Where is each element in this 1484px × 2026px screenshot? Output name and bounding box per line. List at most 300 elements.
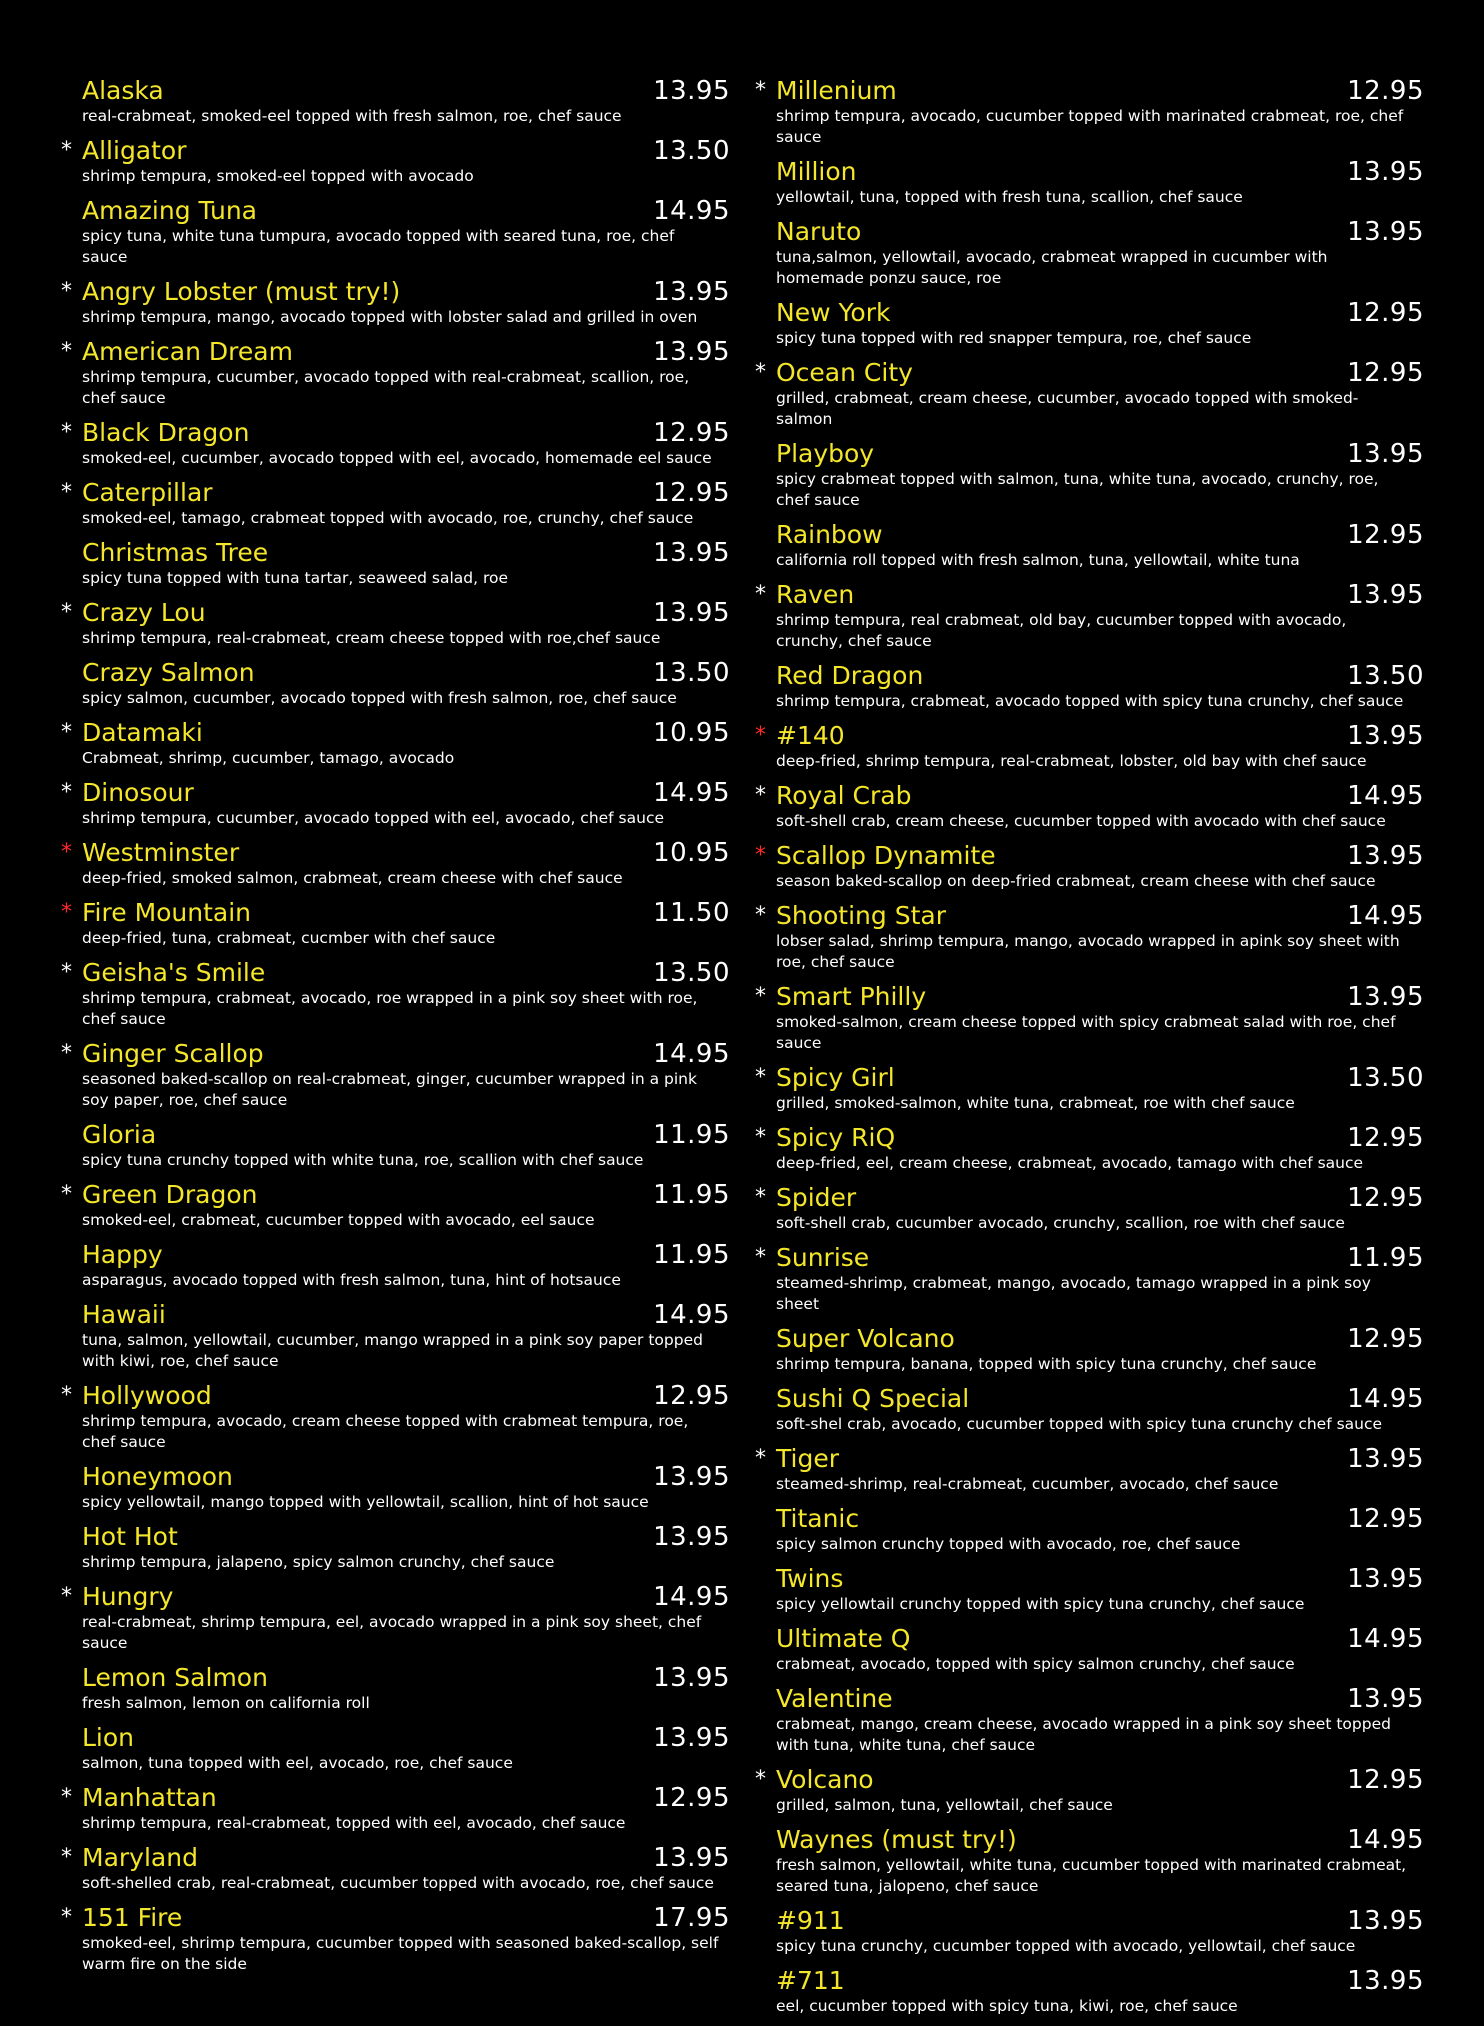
star-icon: * <box>61 138 72 163</box>
item-description: shrimp tempura, real crabmeat, old bay, cucumber topped with avocado, crunchy, chef sauce <box>776 611 1347 650</box>
item-price: 12.95 <box>1347 1504 1424 1534</box>
item-name: Datamaki <box>82 718 203 747</box>
item-price: 13.95 <box>1347 1564 1424 1594</box>
item-name: Scallop Dynamite <box>776 841 996 870</box>
item-header <box>82 1039 730 1069</box>
menu-item <box>58 658 730 709</box>
item-name: Hungry <box>82 1582 174 1611</box>
item-price: 13.95 <box>1347 841 1424 871</box>
item-name: 151 Fire <box>82 1903 183 1932</box>
item-description: spicy tuna, white tuna tumpura, avocado topped with seared tuna, roe, chef sauce <box>82 227 675 266</box>
menu-item <box>58 1120 730 1171</box>
item-name: Dinosour <box>82 778 194 807</box>
item-description: spicy tuna crunchy, cucumber topped with avocado, yellowtail, chef sauce <box>776 1937 1356 1955</box>
star-icon: * <box>755 360 766 385</box>
star-icon: * <box>755 1245 766 1270</box>
item-description: season baked-scallop on deep-fried crabmeat, cream cheese with chef sauce <box>776 872 1376 890</box>
item-description: soft-shelled crab, real-crabmeat, cucumber topped with avocado, roe, chef sauce <box>82 1874 714 1892</box>
item-price: 12.95 <box>653 418 730 448</box>
item-header <box>82 1663 730 1693</box>
menu-item <box>58 196 730 268</box>
menu-item <box>58 1783 730 1834</box>
item-header <box>82 838 730 868</box>
item-header <box>82 1723 730 1753</box>
menu-item <box>752 661 1424 712</box>
item-price: 13.50 <box>653 958 730 988</box>
menu-item <box>58 718 730 769</box>
star-icon: * <box>755 984 766 1009</box>
item-name: Twins <box>776 1564 844 1593</box>
item-description: california roll topped with fresh salmon, tuna, yellowtail, white tuna <box>776 551 1300 569</box>
item-price: 12.95 <box>1347 1765 1424 1795</box>
item-name: Ocean City <box>776 358 913 387</box>
menu-item <box>752 1324 1424 1375</box>
item-description: yellowtail, tuna, topped with fresh tuna, scallion, chef sauce <box>776 188 1243 206</box>
menu-item <box>58 778 730 829</box>
star-icon: * <box>755 843 766 868</box>
item-name: Angry Lobster (must try!) <box>82 277 401 306</box>
item-description: shrimp tempura, jalapeno, spicy salmon crunchy, chef sauce <box>82 1553 555 1571</box>
item-price: 12.95 <box>1347 520 1424 550</box>
star-icon: * <box>755 903 766 928</box>
star-icon: * <box>61 480 72 505</box>
item-description: real-crabmeat, smoked-eel topped with fresh salmon, roe, chef sauce <box>82 107 622 125</box>
item-header <box>82 478 730 508</box>
item-price: 12.95 <box>1347 298 1424 328</box>
item-name: Alligator <box>82 136 187 165</box>
item-name: Westminster <box>82 838 240 867</box>
item-name: Royal Crab <box>776 781 912 810</box>
item-header <box>776 1765 1424 1795</box>
item-price: 13.50 <box>1347 661 1424 691</box>
item-description: soft-shel crab, avocado, cucumber topped with spicy tuna crunchy chef sauce <box>776 1415 1383 1433</box>
item-description: deep-fried, shrimp tempura, real-crabmeat, lobster, old bay with chef sauce <box>776 752 1367 770</box>
item-name: American Dream <box>82 337 293 366</box>
item-name: New York <box>776 298 891 327</box>
menu-item <box>58 1843 730 1894</box>
item-price: 10.95 <box>653 838 730 868</box>
item-header <box>82 76 730 106</box>
star-icon: * <box>755 1446 766 1471</box>
menu-item <box>752 841 1424 892</box>
menu-item <box>752 1624 1424 1675</box>
item-description: spicy yellowtail, mango topped with yellowtail, scallion, hint of hot sauce <box>82 1493 649 1511</box>
item-name: Tiger <box>776 1444 839 1473</box>
item-header <box>776 580 1424 610</box>
item-description: asparagus, avocado topped with fresh salmon, tuna, hint of hotsauce <box>82 1271 621 1289</box>
item-description: spicy salmon crunchy topped with avocado, roe, chef sauce <box>776 1535 1241 1553</box>
item-name: Gloria <box>82 1120 157 1149</box>
star-icon: * <box>61 780 72 805</box>
item-price: 17.95 <box>653 1903 730 1933</box>
item-name: Shooting Star <box>776 901 946 930</box>
menu-item <box>752 1906 1424 1957</box>
item-header <box>82 1180 730 1210</box>
menu-item <box>58 1582 730 1654</box>
star-icon: * <box>61 1383 72 1408</box>
item-header <box>82 277 730 307</box>
item-name: Super Volcano <box>776 1324 955 1353</box>
item-description: spicy tuna crunchy topped with white tuna, roe, scallion with chef sauce <box>82 1151 644 1169</box>
item-price: 12.95 <box>653 478 730 508</box>
item-name: #711 <box>776 1966 845 1995</box>
star-icon: * <box>61 600 72 625</box>
item-name: Hollywood <box>82 1381 212 1410</box>
item-name: Manhattan <box>82 1783 217 1812</box>
menu-item <box>58 136 730 187</box>
item-description: fresh salmon, lemon on california roll <box>82 1694 370 1712</box>
star-icon: * <box>61 1905 72 1930</box>
menu-item <box>752 781 1424 832</box>
item-header <box>776 1324 1424 1354</box>
menu-item <box>752 1504 1424 1555</box>
item-header <box>776 1684 1424 1714</box>
star-icon: * <box>61 960 72 985</box>
item-description: steamed-shrimp, crabmeat, mango, avocado, tamago wrapped in a pink soy sheet <box>776 1274 1371 1313</box>
star-icon: * <box>61 420 72 445</box>
item-description: smoked-eel, crabmeat, cucumber topped with avocado, eel sauce <box>82 1211 595 1229</box>
menu-item <box>58 1723 730 1774</box>
menu-item <box>58 1381 730 1453</box>
menu-item <box>752 901 1424 973</box>
menu-item <box>58 1180 730 1231</box>
item-description: lobser salad, shrimp tempura, mango, avocado wrapped in apink soy sheet with roe, chef sauce <box>776 932 1400 971</box>
item-description: crabmeat, mango, cream cheese, avocado wrapped in a pink soy sheet topped with tuna, white tuna, chef sauce <box>776 1715 1391 1754</box>
star-icon: * <box>755 1065 766 1090</box>
item-description: shrimp tempura, smoked-eel topped with avocado <box>82 167 474 185</box>
item-header <box>82 718 730 748</box>
item-description: smoked-salmon, cream cheese topped with spicy crabmeat salad with roe, chef sauce <box>776 1013 1396 1052</box>
menu-column-left <box>58 76 730 1984</box>
item-description: soft-shell crab, cucumber avocado, crunchy, scallion, roe with chef sauce <box>776 1214 1345 1232</box>
item-description: spicy tuna topped with red snapper tempura, roe, chef sauce <box>776 329 1252 347</box>
item-header <box>82 136 730 166</box>
menu-item <box>752 520 1424 571</box>
item-header <box>82 1300 730 1330</box>
item-description: shrimp tempura, cucumber, avocado topped with eel, avocado, chef sauce <box>82 809 665 827</box>
star-icon: * <box>61 279 72 304</box>
item-header <box>776 901 1424 931</box>
item-header <box>82 1120 730 1150</box>
star-icon: * <box>755 1125 766 1150</box>
item-price: 13.95 <box>653 538 730 568</box>
item-name: Lemon Salmon <box>82 1663 268 1692</box>
menu-item <box>752 1966 1424 2017</box>
star-icon: * <box>61 840 72 865</box>
item-header <box>776 76 1424 106</box>
menu-item <box>58 478 730 529</box>
star-icon: * <box>755 582 766 607</box>
item-name: Smart Philly <box>776 982 927 1011</box>
menu-item <box>58 1300 730 1372</box>
item-description: tuna,salmon, yellowtail, avocado, crabmeat wrapped in cucumber with homemade ponzu sauce, roe <box>776 248 1328 287</box>
item-description: shrimp tempura, crabmeat, avocado topped with spicy tuna crunchy, chef sauce <box>776 692 1404 710</box>
star-icon: * <box>61 720 72 745</box>
item-price: 14.95 <box>653 1582 730 1612</box>
item-description: crabmeat, avocado, topped with spicy salmon crunchy, chef sauce <box>776 1655 1295 1673</box>
menu-item <box>752 358 1424 430</box>
item-price: 11.95 <box>653 1180 730 1210</box>
item-price: 10.95 <box>653 718 730 748</box>
item-description: smoked-eel, tamago, crabmeat topped with avocado, roe, crunchy, chef sauce <box>82 509 694 527</box>
sushi-roll-menu <box>0 76 1484 2015</box>
item-name: #140 <box>776 721 845 750</box>
item-name: Volcano <box>776 1765 874 1794</box>
menu-item <box>752 721 1424 772</box>
menu-item <box>752 298 1424 349</box>
item-header <box>82 1240 730 1270</box>
item-description: Crabmeat, shrimp, cucumber, tamago, avocado <box>82 749 455 767</box>
item-description: smoked-eel, shrimp tempura, cucumber topped with seasoned baked-scallop, self warm fire on the side <box>82 1934 719 1973</box>
item-name: Raven <box>776 580 855 609</box>
star-icon: * <box>61 339 72 364</box>
item-header <box>776 1063 1424 1093</box>
item-name: Millenium <box>776 76 897 105</box>
item-price: 13.95 <box>1347 721 1424 751</box>
item-header <box>776 781 1424 811</box>
item-name: Playboy <box>776 439 875 468</box>
star-icon: * <box>61 1845 72 1870</box>
item-name: Spicy Girl <box>776 1063 895 1092</box>
item-description: spicy tuna topped with tuna tartar, seaweed salad, roe <box>82 569 508 587</box>
item-price: 12.95 <box>653 1381 730 1411</box>
item-header <box>82 1903 730 1933</box>
item-price: 13.95 <box>1347 1684 1424 1714</box>
item-price: 14.95 <box>1347 1624 1424 1654</box>
menu-item <box>752 157 1424 208</box>
item-name: Rainbow <box>776 520 883 549</box>
item-header <box>82 1582 730 1612</box>
item-name: Caterpillar <box>82 478 213 507</box>
menu-item <box>58 337 730 409</box>
item-description: fresh salmon, yellowtail, white tuna, cucumber topped with marinated crabmeat, seared tuna, jalopeno, chef sauce <box>776 1856 1407 1895</box>
item-header <box>82 598 730 628</box>
item-header <box>776 1504 1424 1534</box>
item-price: 13.95 <box>1347 982 1424 1012</box>
item-description: shrimp tempura, real-crabmeat, topped with eel, avocado, chef sauce <box>82 1814 626 1832</box>
item-name: Honeymoon <box>82 1462 233 1491</box>
item-name: Spider <box>776 1183 857 1212</box>
item-name: Ginger Scallop <box>82 1039 264 1068</box>
star-icon: * <box>755 783 766 808</box>
menu-item <box>58 418 730 469</box>
menu-item <box>58 838 730 889</box>
item-price: 13.50 <box>1347 1063 1424 1093</box>
item-header <box>776 1384 1424 1414</box>
item-header <box>82 658 730 688</box>
menu-item <box>752 1825 1424 1897</box>
item-header <box>776 157 1424 187</box>
item-price: 12.95 <box>653 1783 730 1813</box>
item-header <box>82 1843 730 1873</box>
item-price: 13.95 <box>653 598 730 628</box>
star-icon: * <box>61 1041 72 1066</box>
item-description: shrimp tempura, mango, avocado topped with lobster salad and grilled in oven <box>82 308 698 326</box>
menu-item <box>752 1684 1424 1756</box>
item-price: 11.95 <box>1347 1243 1424 1273</box>
item-header <box>82 898 730 928</box>
item-header <box>776 1825 1424 1855</box>
item-description: spicy salmon, cucumber, avocado topped with fresh salmon, roe, chef sauce <box>82 689 677 707</box>
item-price: 14.95 <box>1347 1825 1424 1855</box>
item-header <box>776 520 1424 550</box>
star-icon: * <box>755 1767 766 1792</box>
menu-item <box>752 439 1424 511</box>
item-price: 14.95 <box>1347 901 1424 931</box>
item-header <box>82 1783 730 1813</box>
menu-item <box>752 1063 1424 1114</box>
item-header <box>776 217 1424 247</box>
item-price: 12.95 <box>1347 76 1424 106</box>
item-description: shrimp tempura, avocado, cream cheese topped with crabmeat tempura, roe, chef sauce <box>82 1412 689 1451</box>
item-name: Hot Hot <box>82 1522 178 1551</box>
item-name: Sunrise <box>776 1243 870 1272</box>
item-price: 12.95 <box>1347 1324 1424 1354</box>
item-header <box>776 1183 1424 1213</box>
menu-item <box>58 1663 730 1714</box>
menu-item <box>752 580 1424 652</box>
item-price: 13.50 <box>653 658 730 688</box>
item-header <box>776 661 1424 691</box>
item-name: Waynes (must try!) <box>776 1825 1017 1854</box>
menu-item <box>58 76 730 127</box>
item-name: Titanic <box>776 1504 860 1533</box>
menu-column-right <box>752 76 1424 2026</box>
item-price: 14.95 <box>1347 781 1424 811</box>
item-name: Black Dragon <box>82 418 250 447</box>
item-name: Naruto <box>776 217 862 246</box>
item-price: 13.95 <box>1347 1966 1424 1996</box>
item-price: 11.95 <box>653 1120 730 1150</box>
item-price: 13.95 <box>653 1522 730 1552</box>
menu-item <box>58 1522 730 1573</box>
item-header <box>82 538 730 568</box>
item-header <box>776 1906 1424 1936</box>
item-name: Crazy Salmon <box>82 658 255 687</box>
item-name: Green Dragon <box>82 1180 258 1209</box>
item-description: shrimp tempura, real-crabmeat, cream cheese topped with roe,chef sauce <box>82 629 661 647</box>
item-price: 13.95 <box>1347 157 1424 187</box>
item-header <box>776 982 1424 1012</box>
item-name: Geisha's Smile <box>82 958 266 987</box>
item-header <box>82 196 730 226</box>
item-name: Happy <box>82 1240 163 1269</box>
item-description: deep-fried, eel, cream cheese, crabmeat, avocado, tamago with chef sauce <box>776 1154 1364 1172</box>
item-price: 14.95 <box>1347 1384 1424 1414</box>
item-description: grilled, smoked-salmon, white tuna, crabmeat, roe with chef sauce <box>776 1094 1295 1112</box>
item-description: shrimp tempura, avocado, cucumber topped with marinated crabmeat, roe, chef sauce <box>776 107 1404 146</box>
star-icon: * <box>61 1785 72 1810</box>
menu-item <box>752 1243 1424 1315</box>
item-price: 12.95 <box>1347 1183 1424 1213</box>
menu-item <box>752 217 1424 289</box>
item-header <box>776 439 1424 469</box>
item-name: Maryland <box>82 1843 198 1872</box>
item-price: 11.50 <box>653 898 730 928</box>
item-name: Fire Mountain <box>82 898 252 927</box>
item-price: 13.50 <box>653 136 730 166</box>
item-header <box>776 1624 1424 1654</box>
menu-item <box>58 898 730 949</box>
item-description: spicy crabmeat topped with salmon, tuna, white tuna, avocado, crunchy, roe, chef sauce <box>776 470 1379 509</box>
item-price: 13.95 <box>1347 1444 1424 1474</box>
item-description: salmon, tuna topped with eel, avocado, roe, chef sauce <box>82 1754 513 1772</box>
item-price: 13.95 <box>653 337 730 367</box>
menu-item <box>752 982 1424 1054</box>
item-price: 14.95 <box>653 1300 730 1330</box>
star-icon: * <box>61 1584 72 1609</box>
item-header <box>82 418 730 448</box>
item-name: Spicy RiQ <box>776 1123 896 1152</box>
item-name: Crazy Lou <box>82 598 206 627</box>
menu-item <box>752 76 1424 148</box>
item-header <box>776 1243 1424 1273</box>
item-header <box>82 958 730 988</box>
item-description: deep-fried, smoked salmon, crabmeat, cream cheese with chef sauce <box>82 869 623 887</box>
menu-item <box>58 277 730 328</box>
star-icon: * <box>61 1182 72 1207</box>
item-price: 14.95 <box>653 778 730 808</box>
menu-item <box>58 1039 730 1111</box>
item-header <box>82 1381 730 1411</box>
item-description: real-crabmeat, shrimp tempura, eel, avocado wrapped in a pink soy sheet, chef sauce <box>82 1613 702 1652</box>
item-description: grilled, salmon, tuna, yellowtail, chef sauce <box>776 1796 1113 1814</box>
item-price: 13.95 <box>653 1663 730 1693</box>
item-description: seasoned baked-scallop on real-crabmeat, ginger, cucumber wrapped in a pink soy paper, roe, chef sauce <box>82 1070 697 1109</box>
item-header <box>776 1966 1424 1996</box>
item-description: spicy yellowtail crunchy topped with spicy tuna crunchy, chef sauce <box>776 1595 1305 1613</box>
item-description: smoked-eel, cucumber, avocado topped with eel, avocado, homemade eel sauce <box>82 449 712 467</box>
item-description: deep-fried, tuna, crabmeat, cucmber with chef sauce <box>82 929 496 947</box>
item-name: Sushi Q Special <box>776 1384 970 1413</box>
menu-item <box>752 1444 1424 1495</box>
menu-item <box>58 598 730 649</box>
item-description: soft-shell crab, cream cheese, cucumber topped with avocado with chef sauce <box>776 812 1386 830</box>
item-header <box>82 778 730 808</box>
menu-item <box>752 1564 1424 1615</box>
star-icon: * <box>755 1185 766 1210</box>
item-price: 14.95 <box>653 1039 730 1069</box>
menu-item <box>58 1240 730 1291</box>
item-header <box>82 1522 730 1552</box>
item-price: 13.95 <box>653 76 730 106</box>
item-header <box>82 1462 730 1492</box>
item-header <box>776 298 1424 328</box>
menu-item <box>752 1123 1424 1174</box>
item-header <box>82 337 730 367</box>
item-description: shrimp tempura, banana, topped with spicy tuna crunchy, chef sauce <box>776 1355 1317 1373</box>
item-price: 11.95 <box>653 1240 730 1270</box>
item-description: tuna, salmon, yellowtail, cucumber, mango wrapped in a pink soy paper topped with kiwi, roe, chef sauce <box>82 1331 703 1370</box>
item-price: 13.95 <box>1347 217 1424 247</box>
item-price: 12.95 <box>1347 1123 1424 1153</box>
item-price: 13.95 <box>653 1462 730 1492</box>
item-header <box>776 721 1424 751</box>
item-price: 13.95 <box>653 1723 730 1753</box>
item-price: 14.95 <box>653 196 730 226</box>
item-header <box>776 358 1424 388</box>
menu-item <box>752 1765 1424 1816</box>
item-name: Red Dragon <box>776 661 924 690</box>
item-name: Million <box>776 157 857 186</box>
item-name: Amazing Tuna <box>82 196 257 225</box>
menu-item <box>752 1183 1424 1234</box>
item-description: shrimp tempura, crabmeat, avocado, roe wrapped in a pink soy sheet with roe, chef sauce <box>82 989 698 1028</box>
item-name: #911 <box>776 1906 845 1935</box>
menu-item <box>58 958 730 1030</box>
item-header <box>776 1564 1424 1594</box>
item-header <box>776 1123 1424 1153</box>
